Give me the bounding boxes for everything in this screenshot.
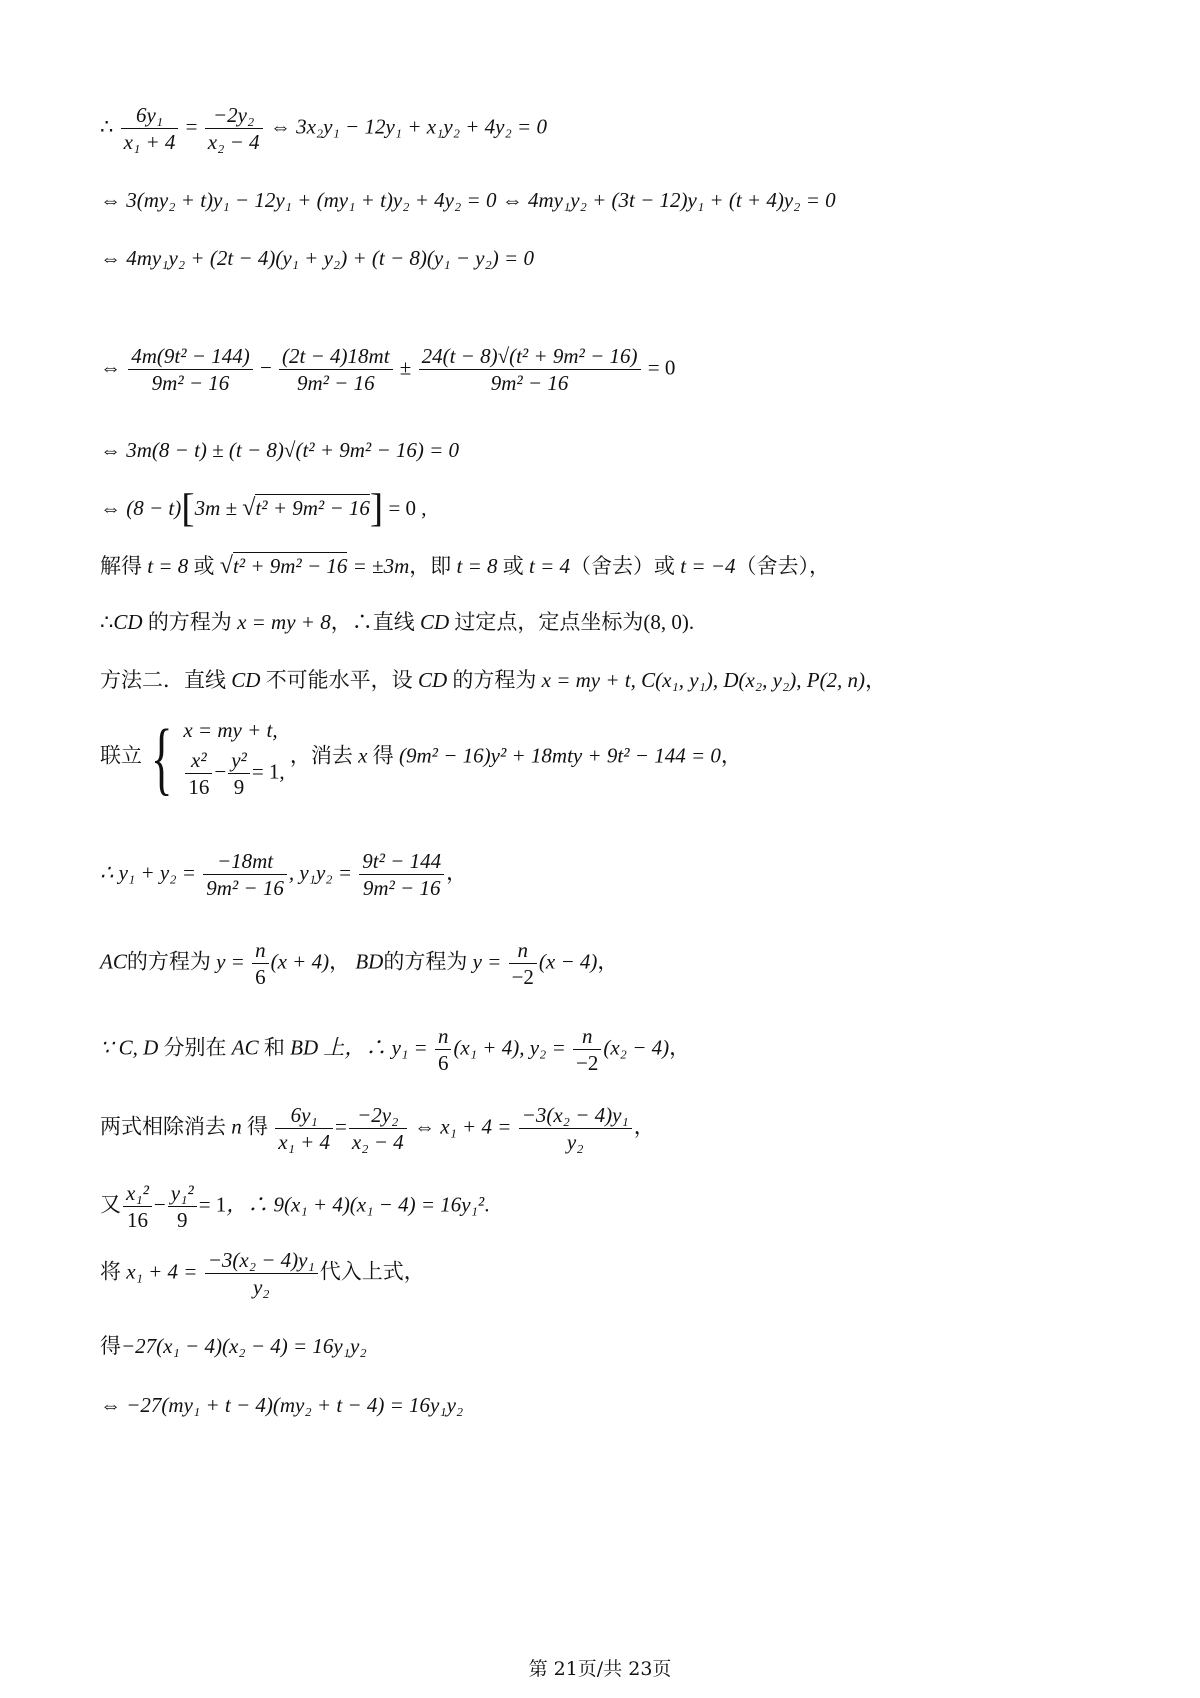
therefore-symbol: ∴ xyxy=(100,114,114,139)
conclusion-line: ∴CD 的方程为 x = my + 8，∴直线 CD 过定点，定点坐标为(8, 0). xyxy=(100,610,695,634)
equation-line-3: ⇔ 4my₁y₂ + (2t − 4)(y₁ + y₂) + (t − 8)(y₁ − y₂) = 0 xyxy=(100,246,534,270)
equation-line-1: ∴ $\frac{\text{6y₁}}{\text{x₁ + 4}}$ = $\frac{\text{−2y₂}}{\text{x₂ − 4}}$ ⇔ 3x₂y₁ − 12y₁ + x₁y₂ + 4y₂ = 0 xyxy=(100,103,547,155)
method-two-line: 方法二．直线 CD 不可能水平，设 CD 的方程为 x = my + t, C(x₁, y₁), D(x₂, y₂), P(2, n)， xyxy=(100,668,887,692)
line-equations: AC的方程为 y = $\frac{n}{6}$ (x + 4)， BD的方程为 y = $\frac{n}{-2}$ (x − 4)， xyxy=(100,938,619,990)
equation-system: x = my + t, $\frac{\text{x²}}{16}$ − $\frac{\text{y²}}{9}$ = 1, xyxy=(183,718,285,799)
fraction: $\frac{(2t - 4)18mt}{\text{9m² − 16}}$ xyxy=(279,343,393,397)
left-brace: { xyxy=(150,711,173,803)
equation-line-5: ⇔ 3m(8 − t) ± (t − 8)√(t² + 9m² − 16) = 0 xyxy=(100,438,460,462)
result-line: 得−27(x₁ − 4)(x₂ − 4) = 16y₁y₂ xyxy=(100,1334,367,1358)
hyperbola-line: 又 $\frac{\text{x₁²}}{16}$ − $\frac{\text{y₁²}}{9}$ = 1，∴ 9(x₁ + 4)(x₁ − 4) = 16y₁². xyxy=(100,1181,490,1233)
fraction: $\frac{\text{4m(9t² − 144)}}{\text{9m² − 16}}$ xyxy=(128,343,252,397)
equation-line-2: ⇔ 3(my₂ + t)y₁ − 12y₁ + (my₁ + t)y₂ + 4y₂ = 0 ⇔ 4my₁y₂ + (3t − 12)y₁ + (t + 4)y₂ = 0 xyxy=(100,188,836,212)
equation-line-4: ⇔ $\frac{\text{4m(9t² − 144)}}{\text{9m² − 16}}$ − $\frac{(2t - 4)18mt}{\text{9m² − 16}}$ ± $\frac{\text{24(t − 8)√(t² + 9m² − 16)}}{\text{9m² − 16}}$ = 0 xyxy=(100,344,676,396)
fraction: $\frac{\text{24(t − 8)√(t² + 9m² − 16)}}{\text{9m² − 16}}$ xyxy=(419,343,641,397)
expanded-line: ⇔ −27(my₁ + t − 4)(my₂ + t − 4) = 16y₁y₂ xyxy=(100,1393,464,1417)
page-footer: 第 21页/共 23页 xyxy=(528,1658,672,1680)
equation-line-6: ⇔ (8 − t)[3m ± √t² + 9m² − 16] = 0 , xyxy=(100,485,427,530)
points-on-lines: ∵ C, D 分别在 AC 和 BD 上，∴ y₁ = $\frac{n}{6}$ (x₁ + 4), y₂ = $\frac{n}{-2}$ (x₂ − 4)， xyxy=(100,1024,691,1076)
division-line: 两式相除消去 n 得 $\frac{\text{6y₁}}{\text{x₁ + 4}}$ = $\frac{\text{−2y₂}}{\text{x₂ − 4}}$ ⇔ x₁ + 4 = $\frac{\text{−3(x₂ − 4)y₁}}{\text{y₂}}$ ， xyxy=(100,1103,655,1155)
fraction: $\frac{\text{6y₁}}{\text{x₁ + 4}}$ xyxy=(121,102,179,156)
fraction: $\frac{\text{−2y₂}}{\text{x₂ − 4}}$ xyxy=(205,102,263,156)
system-line: 联立 { x = my + t, $\frac{\text{x²}}{16}$ − $\frac{\text{y²}}{9}$ = 1, ，消去 x 得 (9m² − 16)y² + 18mty + 9t² − 144 = 0， xyxy=(100,711,742,803)
substitute-line: 将 x₁ + 4 = $\frac{\text{−3(x₂ − 4)y₁}}{\text{y₂}}$ 代入上式， xyxy=(100,1248,425,1300)
solution-line: 解得 t = 8 或 √t² + 9m² − 16 = ±3m，即 t = 8 或 t = 4（舍去）或 t = −4（舍去）， xyxy=(100,553,830,579)
vieta-line: ∴ y₁ + y₂ = $\frac{-18mt}{\text{9m² − 16}}$ , y₁y₂ = $\frac{\text{9t² − 144}}{\text{9m² − 16}}$ ， xyxy=(100,849,468,901)
